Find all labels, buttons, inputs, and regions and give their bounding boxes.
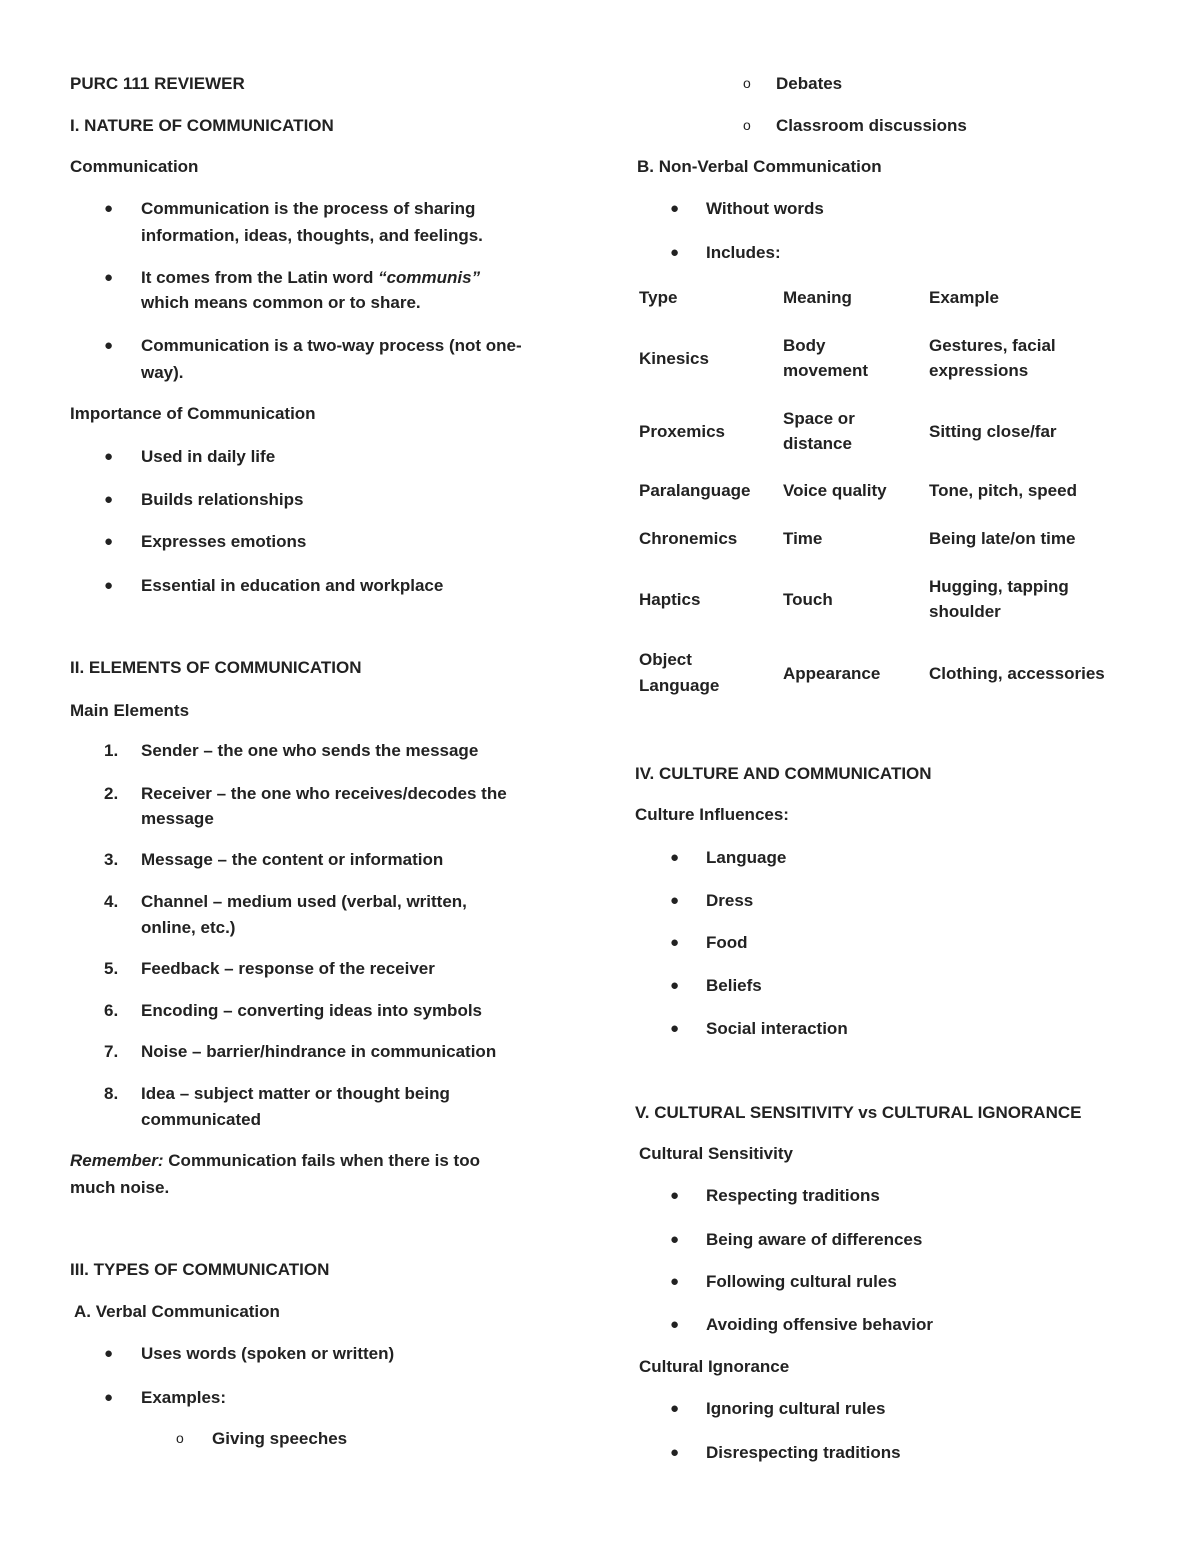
subheading-importance: Importance of Communication [70,404,316,423]
table-cell: Proxemics [639,422,725,441]
bullet-icon: ● [104,1389,114,1406]
table-cell: Clothing, accessories [929,664,1105,683]
table-cell: Appearance [783,664,881,683]
remember-note-continuation: much noise. [70,1178,170,1197]
list-item: Sender – the one who sends the message [141,741,479,760]
table-cell: Paralanguage [639,481,751,500]
list-item: Communication is a two-way process (not one- [141,336,522,355]
list-number: 1. [104,741,119,760]
list-item: Dress [706,891,754,910]
list-item: Essential in education and workplace [141,576,444,595]
list-item: Noise – barrier/hindrance in communication [141,1042,497,1061]
list-number: 5. [104,959,119,978]
list-item: Examples: [141,1388,227,1407]
bullet-icon: ● [670,934,680,951]
table-cell: Language [639,676,720,695]
list-item-continuation: message [141,809,214,828]
table-cell: Being late/on time [929,529,1076,548]
table-cell: Hugging, tapping [929,577,1069,596]
table-cell: movement [783,361,869,380]
table-cell: Tone, pitch, speed [929,481,1077,500]
bullet-icon: ● [670,1444,680,1461]
table-cell: Object [639,650,692,669]
bullet-icon: ● [670,849,680,866]
list-item: Feedback – response of the receiver [141,959,435,978]
bullet-icon: ● [670,1187,680,1204]
table-cell: expressions [929,361,1029,380]
circle-bullet-icon: o [743,75,751,91]
bullet-icon: ● [670,1231,680,1248]
table-cell: Time [783,529,823,548]
section-heading-culture: IV. CULTURE AND COMMUNICATION [635,764,932,783]
list-item: Builds relationships [141,490,304,509]
bullet-icon: ● [104,491,114,508]
list-item-continuation: information, ideas, thoughts, and feelings. [141,226,483,245]
latin-word: “communis” [378,268,481,287]
subheading-nonverbal: B. Non-Verbal Communication [637,157,882,176]
bullet-icon: ● [104,577,114,594]
remember-text: Communication fails when there is too [168,1151,480,1170]
section-heading-elements: II. ELEMENTS OF COMMUNICATION [70,658,362,677]
table-cell: Space or [783,409,855,428]
bullet-icon: ● [104,1345,114,1362]
list-item: Used in daily life [141,447,276,466]
list-item [141,265,480,290]
bullet-icon: ● [104,200,114,217]
table-cell: Haptics [639,590,701,609]
sub-list-item: Giving speeches [212,1429,348,1448]
table-cell: Voice quality [783,481,887,500]
list-number: 4. [104,892,119,911]
bullet-icon: ● [670,1020,680,1037]
list-item-continuation: communicated [141,1110,261,1129]
list-number: 6. [104,1001,119,1020]
list-item: Being aware of differences [706,1230,923,1249]
subheading-verbal: A. Verbal Communication [74,1302,280,1321]
bullet-icon: ● [670,244,680,261]
list-item: Disrespecting traditions [706,1443,901,1462]
section-heading-types: III. TYPES OF COMMUNICATION [70,1260,330,1279]
table-cell: Sitting close/far [929,422,1057,441]
table-cell: Chronemics [639,529,738,548]
table-cell: Gestures, facial [929,336,1056,355]
sub-list-item: Classroom discussions [776,116,967,135]
list-item: Channel – medium used (verbal, written, [141,892,467,911]
section-heading-nature: I. NATURE OF COMMUNICATION [70,116,334,135]
table-cell: Body [783,336,826,355]
list-number: 3. [104,850,119,869]
list-item: Communication is the process of sharing [141,199,476,218]
list-item: Respecting traditions [706,1186,880,1205]
list-number: 2. [104,784,119,803]
table-header-type: Type [639,288,678,307]
list-item: Beliefs [706,976,762,995]
list-item: Receiver – the one who receives/decodes the [141,784,507,803]
list-item: Following cultural rules [706,1272,897,1291]
table-header-meaning: Meaning [783,288,852,307]
list-item: Food [706,933,748,952]
circle-bullet-icon: o [743,117,751,133]
list-item: Language [706,848,787,867]
list-item: Encoding – converting ideas into symbols [141,1001,483,1020]
document-title: PURC 111 REVIEWER [70,74,245,93]
table-cell: distance [783,434,852,453]
list-item-continuation: online, etc.) [141,918,236,937]
list-item: Includes: [706,243,781,262]
bullet-icon: ● [104,533,114,550]
bullet-icon: ● [104,269,114,286]
list-item: Message – the content or information [141,850,444,869]
subheading-communication: Communication [70,157,199,176]
remember-label: Remember: [70,1151,164,1170]
subheading-main-elements: Main Elements [70,701,190,720]
bullet-icon: ● [104,337,114,354]
remember-note [70,1148,480,1173]
bullet-icon: ● [104,448,114,465]
subheading-culture-influences: Culture Influences: [635,805,789,824]
list-item: Without words [706,199,824,218]
list-item: Uses words (spoken or written) [141,1344,395,1363]
bullet-icon: ● [670,1316,680,1333]
bullet-icon: ● [670,1400,680,1417]
table-cell: shoulder [929,602,1001,621]
subheading-cultural-ignorance: Cultural Ignorance [639,1357,790,1376]
table-cell: Kinesics [639,349,709,368]
table-header-example: Example [929,288,999,307]
list-item: Ignoring cultural rules [706,1399,886,1418]
circle-bullet-icon: o [176,1430,184,1446]
sub-list-item: Debates [776,74,843,93]
subheading-cultural-sensitivity: Cultural Sensitivity [639,1144,793,1163]
list-item: Expresses emotions [141,532,307,551]
list-number: 7. [104,1042,119,1061]
list-item-continuation: which means common or to share. [141,293,421,312]
bullet-icon: ● [670,977,680,994]
list-item-text: It comes from the Latin word [141,268,374,287]
list-item: Idea – subject matter or thought being [141,1084,450,1103]
bullet-icon: ● [670,892,680,909]
list-item: Social interaction [706,1019,848,1038]
list-item: Avoiding offensive behavior [706,1315,934,1334]
list-item-continuation: way). [141,363,184,382]
bullet-icon: ● [670,1273,680,1290]
bullet-icon: ● [670,200,680,217]
list-number: 8. [104,1084,119,1103]
section-heading-sensitivity: V. CULTURAL SENSITIVITY vs CULTURAL IGNORANCE [635,1103,1082,1122]
table-cell: Touch [783,590,833,609]
